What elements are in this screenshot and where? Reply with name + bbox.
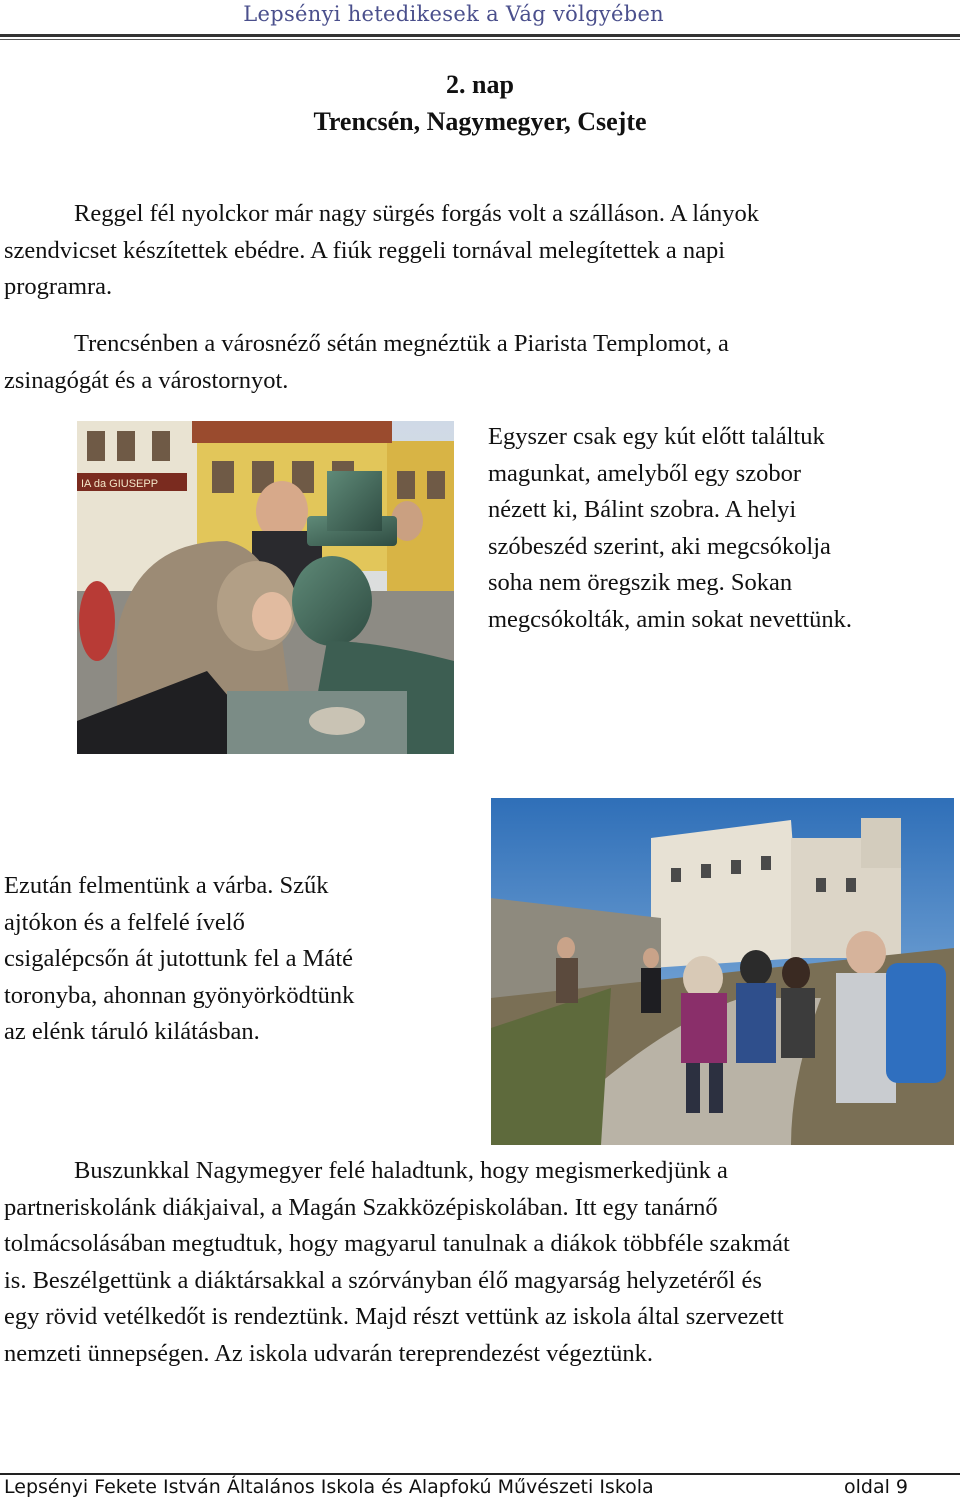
text-line: megcsókolták, amin sokat nevettünk.: [488, 605, 853, 633]
page-number: oldal 9: [843, 1476, 908, 1498]
text-line: is. Beszélgettünk a diáktársakkal a szórványban élő magyarság helyzetéről és: [4, 1266, 762, 1294]
paragraph-statue: [488, 419, 852, 638]
text-line: magunkat, amelyből egy szobor: [488, 459, 801, 487]
header-title: Lepsényi hetedikesek a Vág völgyében: [243, 2, 664, 26]
text-line: Buszunkkal Nagymegyer felé haladtunk, hogy megismerkedjünk a: [74, 1157, 728, 1184]
paragraph-castle: [4, 868, 354, 1051]
text-line: zsinagógát és a várostornyot.: [4, 366, 289, 394]
day-places: Trencsén, Nagymegyer, Csejte: [313, 107, 647, 136]
text-line: nézett ki, Bálint szobra. A helyi: [488, 496, 797, 523]
text-line: szóbeszéd szerint, aki megcsókolja: [488, 532, 831, 560]
text-line: Trencsénben a városnéző sétán megnéztük a Piarista Templomot, a: [74, 330, 729, 357]
text-line: Ezután felmentünk a várba. Szűk: [4, 872, 329, 899]
text-line: partneriskolánk diákjaival, a Magán Szakközépiskolában. Itt egy tanárnő: [4, 1193, 718, 1221]
text-line: egy rövid vetélkedőt is rendeztünk. Majd részt vettünk az iskola által szervezett: [4, 1303, 784, 1330]
day-number: 2. nap: [446, 70, 514, 99]
photo-balint-statue: [77, 421, 454, 754]
footer-school-name: Lepsényi Fekete István Általános Iskola és Alapfokú Művészeti Iskola: [4, 1476, 654, 1498]
text-line: toronyba, ahonnan gyönyörködtünk: [4, 981, 355, 1009]
text-line: csigalépcsőn át jutottunk fel a Máté: [4, 945, 354, 972]
paragraph-city-walk: [4, 326, 729, 399]
text-line: Reggel fél nyolckor már nagy sürgés forgás volt a szálláson. A lányok: [74, 200, 759, 227]
text-line: soha nem öregszik meg. Sokan: [488, 569, 793, 596]
paragraph-morning: [4, 196, 759, 306]
header-rule: [0, 34, 960, 37]
shop-sign: IA da GIUSEPP: [81, 478, 159, 490]
text-line: szendvicset készítettek ebédre. A fiúk reggeli tornával melegítettek a napi: [4, 236, 726, 264]
text-line: ajtókon és a felfelé ívelő: [4, 908, 245, 936]
text-line: tolmácsolásában megtudtuk, hogy magyarul tanulnak a diákok többféle szakmát: [4, 1230, 790, 1257]
day-heading: [0, 66, 960, 140]
text-line: programra.: [4, 273, 113, 300]
header-rule-thin: [0, 39, 960, 40]
text-line: az elénk táruló kilátásban.: [4, 1018, 260, 1045]
page-header: [0, 0, 960, 36]
text-line: Egyszer csak egy kút előtt találtuk: [488, 423, 825, 450]
paragraph-nagymegyer: [4, 1153, 790, 1372]
page-footer: [4, 1476, 908, 1498]
photo-trencin-castle: [491, 798, 954, 1145]
footer-rule: [0, 1473, 960, 1475]
text-line: nemzeti ünnepségen. Az iskola udvarán tereprendezést végeztünk.: [4, 1339, 653, 1367]
